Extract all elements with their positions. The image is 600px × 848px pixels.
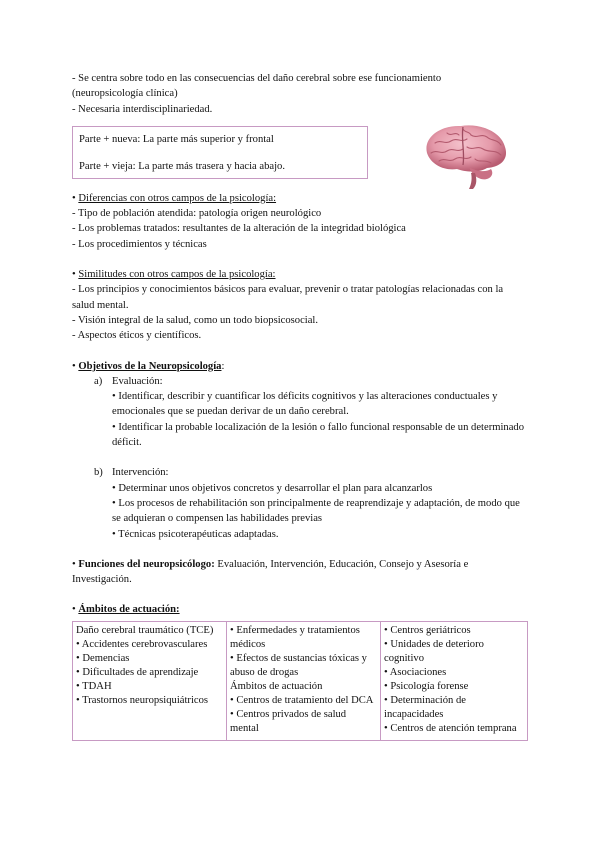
- scope-item: • Determinación de incapacidades: [384, 694, 466, 720]
- scope-item: • Efectos de sustancias tóxicas y abuso de drogas: [230, 652, 367, 678]
- similarities-item: - Los principios y conocimientos básicos para evaluar, prevenir o tratar patologías relacionadas con la salud mental.: [72, 284, 504, 311]
- scope-item: Ámbitos de actuación: [230, 680, 323, 692]
- evaluation-item: • Identificar la probable localización de la lesión o fallo funcional responsable de un determinado déficit.: [112, 421, 524, 449]
- scope-item: • Psicología forense: [384, 680, 469, 692]
- scopes-title: Ámbitos de actuación:: [78, 604, 180, 616]
- scope-item: • TDAH: [76, 680, 112, 692]
- scope-item: • Unidades de deterioro cognitivo: [384, 638, 484, 664]
- objective-intervention: b) Intervención: • Determinar unos objetivos concretos y desarrollar el plan para alcanzarlos • Los procesos de rehabilitación son principalmente de reaprendizaje y adaptación, de modo que se adquieran o compensen las habilidades previas • Técnicas psicoterapéuticas adaptadas.: [72, 465, 528, 541]
- scope-item: • Trastornos neuropsiquiátricos: [76, 694, 209, 706]
- objectives-title: Objetivos de la Neuropsicología: [78, 360, 222, 372]
- scope-item: • Centros de tratamiento del DCA: [230, 694, 374, 706]
- brain-parts-callout: [72, 126, 368, 179]
- scope-item: • Centros geriátricos: [384, 624, 471, 636]
- scope-item: • Centros privados de salud mental: [230, 708, 347, 734]
- differences-heading: • Diferencias con otros campos de la psicología:: [72, 192, 277, 204]
- evaluation-item: • Identificar, describir y cuantificar los déficits cognitivos y las alteraciones conductuales y emocionales que se puedan derivar de un daño cerebral.: [112, 391, 498, 418]
- scope-item: • Dificultades de aprendizaje: [76, 666, 199, 678]
- differences-title: Diferencias con otros campos de la psicología:: [78, 192, 277, 204]
- functions-paragraph: • Funciones del neuropsicólogo: Evaluación, Intervención, Educación, Consejo y Asesoría e Investigación.: [72, 558, 469, 586]
- scope-item: • Enfermedades y tratamientos médicos: [230, 624, 360, 650]
- scope-item: Daño cerebral traumático (TCE): [76, 624, 214, 636]
- similarities-title: Similitudes con otros campos de la psicología:: [78, 269, 276, 281]
- intervention-item: • Técnicas psicoterapéuticas adaptadas.: [112, 528, 279, 540]
- functions-title: Funciones del neuropsicólogo:: [78, 558, 215, 570]
- scope-item: • Accidentes cerebrovasculares: [76, 638, 208, 650]
- similarities-heading: • Similitudes con otros campos de la psicología:: [72, 269, 276, 281]
- objective-evaluation: a) Evaluación: • Identificar, describir y cuantificar los déficits cognitivos y las alteraciones conductuales y emocionales que se puedan derivar de un daño cerebral. • Identificar la probable localización de la lesión o fallo funcional responsable de un determinado déficit.: [72, 374, 528, 450]
- intro-line: (neuropsicología clínica): [72, 88, 178, 100]
- similarities-item: - Aspectos éticos y científicos.: [72, 330, 202, 342]
- functions-text: Evaluación, Intervención, Educación, Consejo y Asesoría e Investigación.: [72, 558, 469, 586]
- objectives-heading: • Objetivos de la Neuropsicología:: [72, 360, 225, 372]
- intervention-label: Intervención:: [112, 467, 169, 479]
- new-part-text: Parte + nueva: La parte más superior y frontal: [79, 133, 274, 145]
- old-part-text: Parte + vieja: La parte más trasera y hacia abajo.: [79, 160, 285, 172]
- scopes-column-2: [227, 621, 381, 740]
- intervention-item: • Los procesos de rehabilitación son principalmente de reaprendizaje y adaptación, de modo que se adquieran o compensen las habilidades previas: [112, 497, 520, 525]
- document-page: [72, 71, 528, 741]
- differences-item: - Los problemas tratados: resultantes de la alteración de la integridad biológica: [72, 223, 406, 235]
- similarities-item: - Visión integral de la salud, como un todo biopsicosocial.: [72, 314, 319, 326]
- scopes-table: [72, 621, 528, 741]
- scope-item: • Demencias: [76, 652, 130, 664]
- scopes-heading: • Ámbitos de actuación:: [72, 604, 180, 616]
- differences-item: - Los procedimientos y técnicas: [72, 238, 207, 250]
- intervention-item: • Determinar unos objetivos concretos y desarrollar el plan para alcanzarlos: [112, 482, 433, 494]
- scope-item: • Asociaciones: [384, 666, 447, 678]
- scopes-column-1: [73, 621, 227, 740]
- scope-item: • Centros de atención temprana: [384, 722, 517, 734]
- evaluation-label: Evaluación:: [112, 375, 163, 387]
- scopes-column-3: [381, 621, 528, 740]
- differences-item: - Tipo de población atendida: patología origen neurológico: [72, 208, 322, 220]
- brain-illustration: [417, 119, 513, 191]
- intro-line: - Se centra sobre todo en las consecuencias del daño cerebral sobre ese funcionamiento: [72, 73, 442, 84]
- intro-line: - Necesaria interdisciplinariedad.: [72, 103, 213, 115]
